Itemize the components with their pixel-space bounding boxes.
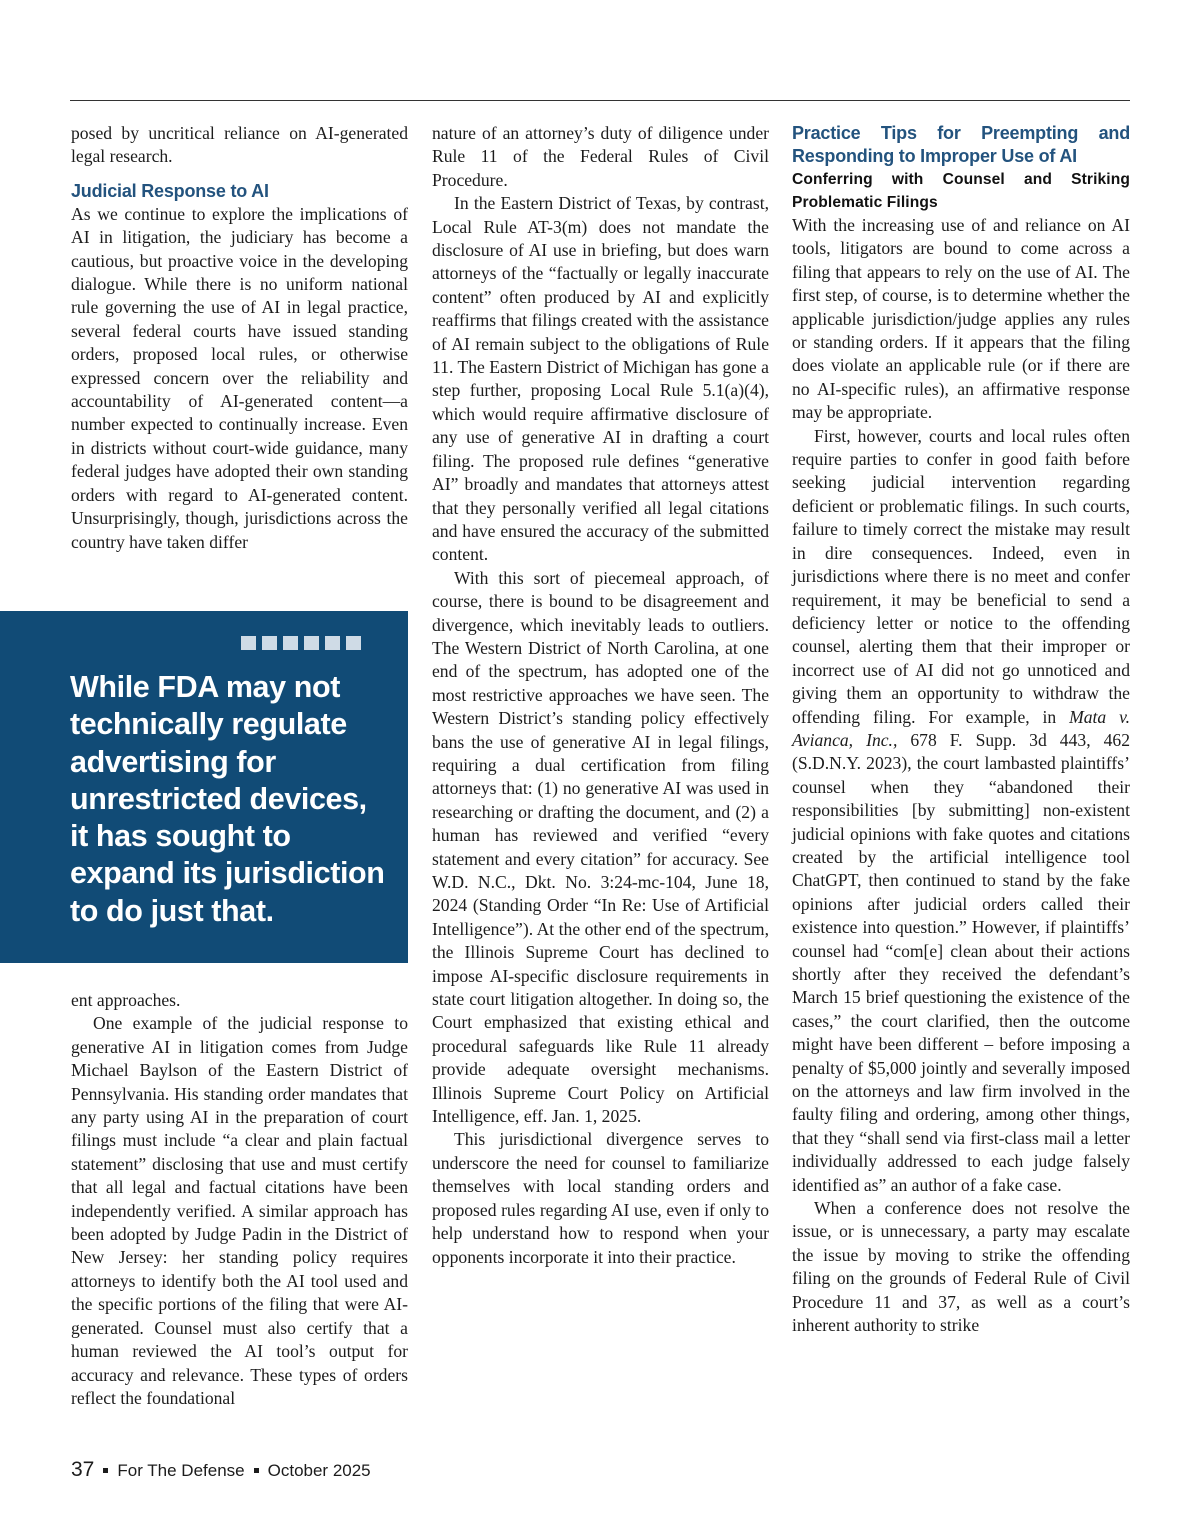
top-rule [70, 100, 1130, 101]
separator-bullet [254, 1468, 259, 1473]
paragraph-text: First, however, courts and local rules often require parties to confer in good faith before seeking judicial intervention regarding deficient or problematic filings. In such courts, failure to timely correct the mistake may result in dire consequences. Indeed, even in jurisdictions where there is no meet and confer requirement, it may be beneficial to send a deficiency letter or notice to the offending counsel, alerting them that their improper or incorrect use of AI did not go unnoticed and giving them an opportunity to withdraw the offending filing. For example, in [792, 425, 1130, 727]
paragraph: As we continue to explore the implications of AI in litigation, the judiciary has become a cautious, but proactive voice in the developing dialogue. While there is no uniform national rule governing the use of AI in legal practice, several federal courts have issued standing orders, proposed local rules, or otherwise expressed concern over the reliability and accountability of AI-generated content—a number expected to continually increase. Even in districts without court-wide guidance, many federal judges have adopted their own standing orders with regard to AI-generated content. Unsurprisingly, though, jurisdictions across the country have taken differ [71, 203, 408, 552]
separator-bullet [103, 1468, 108, 1473]
pull-quote-box [0, 611, 408, 963]
paragraph: In the Eastern District of Texas, by contrast, Local Rule AT-3(m) does not mandate the disclosure of AI use in briefing, but does warn attorneys of the “factually or legally inaccurate content” often produced by AI and explicitly reaffirms that filings created with the assistance of AI remain subject to the obligations of Rule 11. The Eastern District of Michigan has gone a step further, proposing Local Rule 5.1(a)(4), which would require affirmative disclosure of any use of generative AI in drafting a court filing. The proposed rule defines “generative AI” broadly and mandates that attorneys attest that they personally verified all legal citations and have ensured the accuracy of the submitted content. [432, 193, 769, 565]
case-citation: Mata v. Avianca, Inc., [792, 706, 1130, 750]
paragraph: When a conference does not resolve the issue, or is unnecessary, a party may escalate the issue by moving to strike the offending filing on the grounds of Federal Rule of Civil Procedure 11 and 37, as well as a court’s inherent authority to strike [792, 1198, 1130, 1336]
issue-date: October 2025 [267, 1461, 371, 1480]
paragraph: posed by uncritical reliance on AI-generated legal research. [71, 123, 408, 167]
column-1-top [71, 122, 408, 554]
page-number: 37 [71, 1458, 95, 1481]
publication-name: For The Defense [117, 1461, 245, 1480]
paragraph-text: 678 F. Supp. 3d 443, 462 (S.D.N.Y. 2023), the court lambasted plaintiffs’ counsel when they “abandoned their responsibilities [by submitting] non-existent judicial opinions with fake quotes and citations created by the artificial intelligence tool ChatGPT, then continued to stand by the fake opinions after judicial orders called their existence into question.” However, if plaintiffs’ counsel had “com[e] clean about their actions shortly after they received the defendant’s March 15 brief questioning the existence of the cases,” the court clarified, then the outcome might have been different – before imposing a penalty of $5,000 jointly and severally imposed on the attorneys and law firm involved in the faulty filing and ordering, among other things, that they “shall send via first-class mail a letter individually addressed to each judge falsely identified as” an author of a fake case. [792, 729, 1130, 1195]
pull-quote-text: While FDA may not technically regulate advertising for unrestricted devices, it has sought to expand its jurisdiction to do just that. [70, 670, 385, 928]
paragraph: ent approaches. [71, 990, 181, 1010]
paragraph: nature of an attorney’s duty of diligence under Rule 11 of the Federal Rules of Civil Procedure. [432, 123, 769, 190]
section-heading: Judicial Response to AI [71, 180, 269, 201]
paragraph: With this sort of piecemeal approach, of course, there is bound to be disagreement and divergence, which inevitably leads to outliers. The Western District of North Carolina, at one end of the spectrum, has adopted one of the most restrictive approaches we have seen. The Western District’s standing policy effectively bans the use of generative AI in legal filings, requiring a dual certification from filing attorneys that: (1) no generative AI was used in researching or drafting the document, and (2) a human has reviewed and verified “every statement and every citation” for accuracy. See W.D. N.C., Dkt. No. 3:24-mc-104, June 18, 2024 (Standing Order “In Re: Use of Artificial Intelligence”). At the other end of the spectrum, the Illinois Supreme Court has declined to impose AI-specific disclosure requirements in state court litigation altogether. In doing so, the Court emphasized that existing ethical and procedural safeguards like Rule 11 already provide adequate oversight mechanisms. Illinois Supreme Court Policy on Artificial Intelligence, eff. Jan. 1, 2025. [432, 567, 769, 1127]
paragraph: One example of the judicial response to generative AI in litigation comes from Judge Michael Baylson of the Eastern District of Pennsylvania. His standing order mandates that any party using AI in the preparation of court filings must include “a clear and plain factual statement” disclosing that use and must certify that all legal and factual citations have been independently verified. A similar approach has been adopted by Judge Padin in the District of New Jersey: her standing policy requires attorneys to identify both the AI tool used and the specific portions of the filing that were AI-generated. Counsel must also certify that a human reviewed the AI tool’s output for accuracy and relevance. These types of orders reflect the foundational [71, 1013, 408, 1408]
column-1-bottom [71, 989, 408, 1410]
subsection-heading: Conferring with Counsel and Striking Problematic Filings [792, 171, 1130, 211]
page-footer [71, 1458, 371, 1482]
paragraph: This jurisdictional divergence serves to underscore the need for counsel to familiarize themselves with local standing orders and proposed rules regarding AI use, even if only to help understand how to respond when your opponents incorporate it into their practice. [432, 1129, 769, 1267]
paragraph [792, 425, 1130, 1197]
section-heading: Practice Tips for Preempting and Responding to Improper Use of AI [792, 123, 1130, 166]
column-3 [792, 122, 1130, 1338]
paragraph: With the increasing use of and reliance on AI tools, litigators are bound to come across a filing that appears to rely on the use of AI. The first step, of course, is to determine whether the applicable jurisdiction/judge applies any rules or standing orders. If it appears that the filing does violate an applicable rule (or if there are no AI-specific rules), an affirmative response may be appropriate. [792, 215, 1130, 423]
column-2 [432, 122, 769, 1269]
